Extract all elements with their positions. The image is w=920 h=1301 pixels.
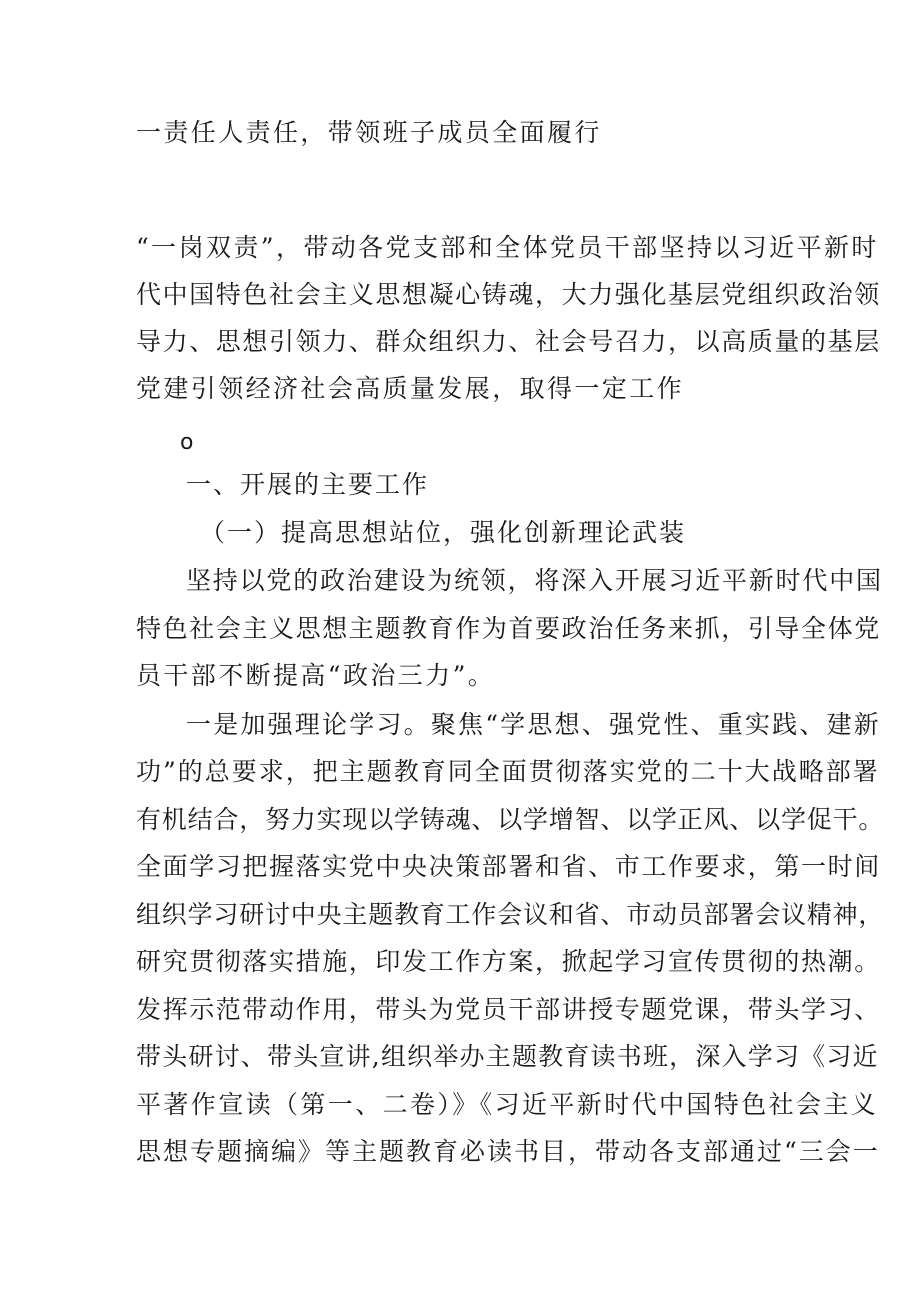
text-line-2: “一岗双责”，带动各党支部和全体党员干部坚持以习近平新时 <box>136 233 879 262</box>
text-line-19: 带头研讨、带头宣讲,组织举办主题教育读书班，深入学习《习近 <box>136 1042 879 1071</box>
text-line-10: 特色社会主义思想主题教育作为首要政治任务来抓，引导全体党 <box>136 614 881 643</box>
subsection-heading: （一）提高思想站位，强化创新理论武装 <box>200 518 687 547</box>
text-line-20: 平著作宣读（第一、二卷）》《习近平新时代中国特色社会主义 <box>136 1090 879 1119</box>
text-line-12: 一是加强理论学习。聚焦“学思想、强党性、重实践、建新 <box>186 710 881 739</box>
text-line-18: 发挥示范带动作用，带头为党员干部讲授专题党课，带头学习、 <box>136 995 881 1024</box>
text-line-3: 代中国特色社会主义思想凝心铸魂，大力强化基层党组织政治领 <box>136 280 881 309</box>
text-line-11: 员干部不断提高“政治三力”。 <box>136 661 496 690</box>
text-line-17: 研究贯彻落实措施，印发工作方案，掀起学习宣传贯彻的热潮。 <box>136 947 881 976</box>
text-line-13: 功”的总要求，把主题教育同全面贯彻落实党的二十大战略部署 <box>136 757 880 786</box>
text-line-1: 一责任人责任，带领班子成员全面履行 <box>136 118 602 147</box>
stray-mark: o <box>180 430 196 455</box>
text-line-15: 全面学习把握落实党中央决策部署和省、市工作要求，第一时间 <box>136 852 881 881</box>
text-line-4: 导力、思想引领力、群众组织力、社会号召力，以高质量的基层 <box>136 327 881 356</box>
text-line-9: 坚持以党的政治建设为统领，将深入开展习近平新时代中国 <box>186 566 883 595</box>
text-line-16: 组织学习研讨中央主题教育工作会议和省、市动员部署会议精神， <box>136 900 885 929</box>
text-line-21: 思想专题摘编》等主题教育必读书目，带动各支部通过“三会一 <box>136 1137 880 1166</box>
text-line-14: 有机结合，努力实现以学铸魂、以学增智、以学正风、以学促干。 <box>136 805 885 834</box>
section-heading: 一、开展的主要工作 <box>186 470 430 499</box>
text-line-5: 党建引领经济社会高质量发展，取得一定工作 <box>136 374 685 403</box>
